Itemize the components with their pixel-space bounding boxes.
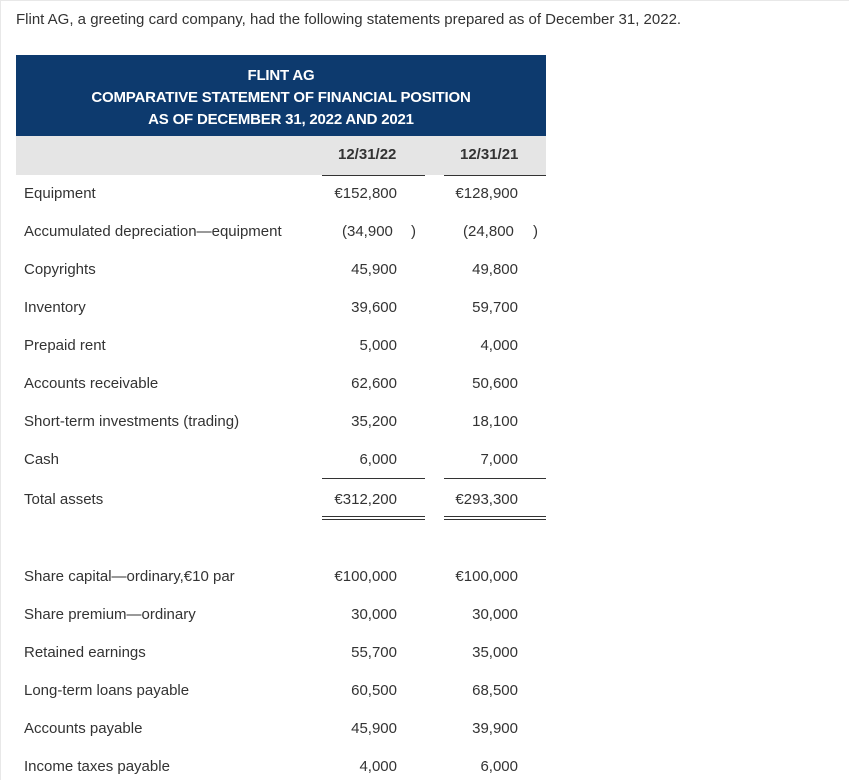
subtotal-underline-2022 (322, 478, 425, 479)
value-2022-inventory: 39,600 (351, 299, 397, 316)
company-name: FLINT AG (247, 67, 315, 84)
total-double-underline-top-2021 (444, 516, 546, 517)
header-underline-2021 (444, 175, 546, 176)
row-label-inventory: Inventory (24, 299, 86, 316)
value-2021-copyrights: 49,800 (472, 261, 518, 278)
value-2021-cash: 7,000 (480, 451, 518, 468)
value-2021-accounts-payable: 39,900 (472, 720, 518, 737)
value-2022-equipment: €152,800 (334, 185, 397, 202)
close-paren-2022: ) (411, 223, 416, 240)
value-2021-share-premium: 30,000 (472, 606, 518, 623)
row-label-accounts-receivable: Accounts receivable (24, 375, 159, 392)
close-paren-2021: ) (533, 223, 538, 240)
value-2021-total-assets: €293,300 (455, 491, 518, 508)
statement-title-block (16, 55, 546, 136)
value-2022-copyrights: 45,900 (351, 261, 397, 278)
value-2022-total-assets: €312,200 (334, 491, 397, 508)
subtotal-underline-2021 (444, 478, 546, 479)
value-2022-share-capital: €100,000 (334, 568, 397, 585)
value-2022-share-premium: 30,000 (351, 606, 397, 623)
value-2022-long-term-loans: 60,500 (351, 682, 397, 699)
row-label-prepaid-rent: Prepaid rent (24, 337, 106, 354)
intro-text: Flint AG, a greeting card company, had the following statements prepared as of December 31, 2022. (16, 11, 682, 28)
value-2021-prepaid-rent: 4,000 (480, 337, 518, 354)
value-2022-income-taxes-payable: 4,000 (359, 758, 397, 775)
column-header-2021: 12/31/21 (460, 146, 519, 163)
value-2022-accounts-payable: 45,900 (351, 720, 397, 737)
value-2021-accounts-receivable: 50,600 (472, 375, 518, 392)
value-2021-long-term-loans: 68,500 (472, 682, 518, 699)
value-2021-income-taxes-payable: 6,000 (480, 758, 518, 775)
row-label-income-taxes-payable: Income taxes payable (24, 758, 170, 775)
header-underline-2022 (322, 175, 425, 176)
value-2021-share-capital: €100,000 (455, 568, 518, 585)
total-double-underline-bottom-2022 (322, 519, 425, 520)
value-2021-retained-earnings: 35,000 (472, 644, 518, 661)
column-header-2022: 12/31/22 (338, 146, 397, 163)
statement-name: COMPARATIVE STATEMENT OF FINANCIAL POSITION (91, 89, 471, 106)
row-label-share-premium: Share premium—ordinary (24, 606, 196, 623)
row-label-share-capital: Share capital—ordinary,€10 par (24, 568, 235, 585)
value-2022-accumulated-depreciation: (34,900 (342, 223, 393, 240)
row-label-total-assets: Total assets (24, 491, 104, 508)
row-label-accumulated-depreciation: Accumulated depreciation—equipment (24, 223, 282, 240)
value-2021-short-term-investments: 18,100 (472, 413, 518, 430)
value-2022-retained-earnings: 55,700 (351, 644, 397, 661)
row-label-equipment: Equipment (24, 185, 96, 202)
value-2021-accumulated-depreciation: (24,800 (463, 223, 514, 240)
statement-period: AS OF DECEMBER 31, 2022 AND 2021 (148, 111, 414, 128)
row-label-accounts-payable: Accounts payable (24, 720, 143, 737)
value-2022-short-term-investments: 35,200 (351, 413, 397, 430)
total-double-underline-bottom-2021 (444, 519, 546, 520)
total-double-underline-top-2022 (322, 516, 425, 517)
row-label-retained-earnings: Retained earnings (24, 644, 146, 661)
value-2022-prepaid-rent: 5,000 (359, 337, 397, 354)
row-label-short-term-investments: Short-term investments (trading) (24, 413, 240, 430)
value-2022-cash: 6,000 (359, 451, 397, 468)
value-2021-inventory: 59,700 (472, 299, 518, 316)
row-label-copyrights: Copyrights (24, 261, 96, 278)
row-label-long-term-loans: Long-term loans payable (24, 682, 190, 699)
value-2022-accounts-receivable: 62,600 (351, 375, 397, 392)
row-label-cash: Cash (24, 451, 60, 468)
value-2021-equipment: €128,900 (455, 185, 518, 202)
